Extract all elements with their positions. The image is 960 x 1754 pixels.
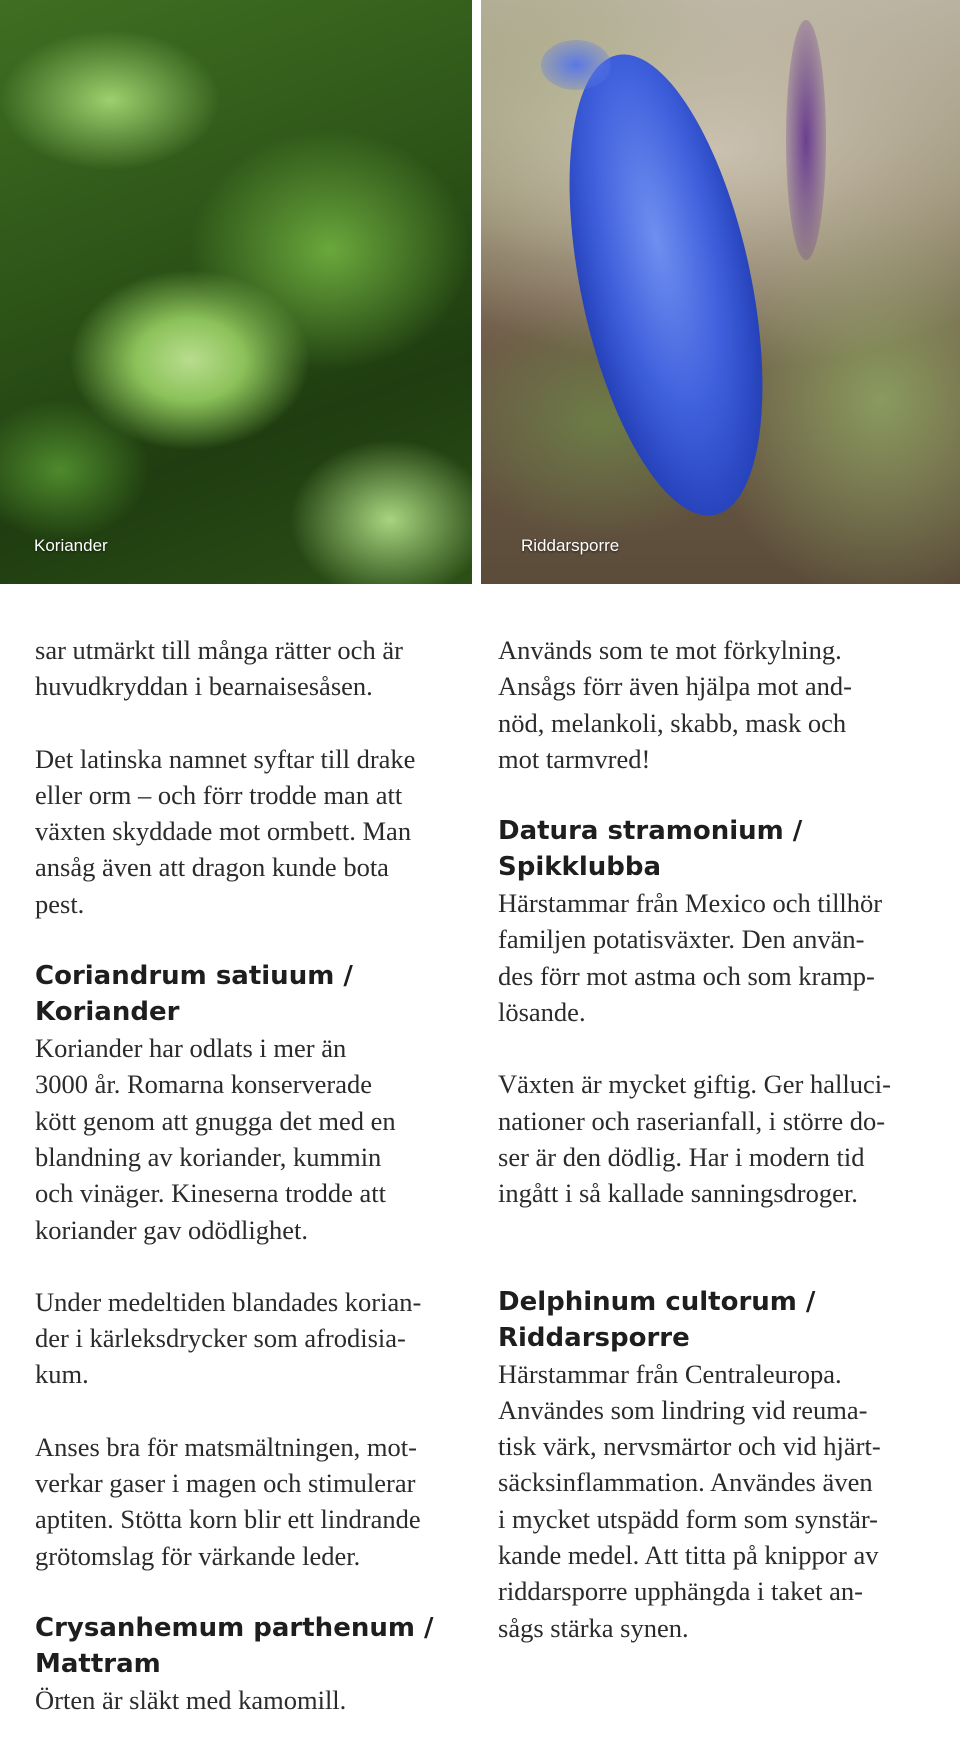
section-heading-coriandrum: Coriandrum satiuum / Koriander bbox=[35, 961, 353, 1028]
photo-caption-koriander: Koriander bbox=[34, 536, 108, 555]
paragraph: Koriander har odlats i mer än 3000 år. Romarna konserverade kött genom att gnugga det med en blandning av koriander, kummin och vinäger. Kineserna trodde att koriander gav odödlighet. bbox=[35, 1033, 396, 1245]
left-text-column bbox=[35, 632, 465, 1754]
paragraph: Används som te mot förkylning. Ansågs förr även hjälpa mot and- nöd, melankoli, skabb, mask och mot tarmvred! bbox=[498, 635, 852, 774]
paragraph: Växten är mycket giftig. Ger halluci- nationer och raserianfall, i större do- ser är den dödlig. Har i modern tid ingått i så kallade sanningsdroger. bbox=[498, 1069, 891, 1209]
delphinium-photo bbox=[481, 0, 960, 584]
paragraph: Härstammar från Mexico och tillhör familjen potatisväxter. Den använ- des förr mot astma och som kramp- lösande. bbox=[498, 888, 883, 1028]
paragraph: sar utmärkt till många rätter och är huvudkryddan i bearnaisesåsen. bbox=[35, 635, 403, 702]
paragraph: Anses bra för matsmältningen, mot- verkar gaser i magen och stimulerar aptiten. Stötta korn blir ett lindrande grötomslag för värkande leder. bbox=[35, 1431, 421, 1571]
section-heading-datura: Datura stramonium / Spikklubba bbox=[498, 816, 803, 883]
section-heading-crysanhemum: Crysanhemum parthenum / Mattram bbox=[35, 1612, 434, 1679]
section-heading-delphinum: Delphinum cultorum / Riddarsporre bbox=[498, 1286, 816, 1353]
paragraph: Under medeltiden blandades korian- der i kärleksdrycker som afrodisia- kum. bbox=[35, 1286, 422, 1390]
right-text-column bbox=[498, 632, 938, 1682]
paragraph: Härstammar från Centraleuropa. Användes som lindring vid reuma- tisk värk, nervsmärtor och vid hjärt- säcksinflammation. Användes även i mycket utspädd form som synstär- kande medel. Att titta på knippor av riddarsporre upphängda i taket an- sågs stärka synen. bbox=[498, 1358, 881, 1643]
photo-caption-riddarsporre: Riddarsporre bbox=[521, 536, 620, 555]
flower-spike-shape bbox=[534, 37, 798, 532]
flower-top-bud bbox=[541, 40, 611, 90]
background-purple-spike bbox=[786, 20, 826, 260]
coriander-photo bbox=[0, 0, 472, 584]
paragraph: Det latinska namnet syftar till drake eller orm – och förr trodde man att växten skyddade mot ormbett. Man ansåg även att dragon kunde bota pest. bbox=[35, 743, 416, 919]
paragraph: Örten är släkt med kamomill. bbox=[35, 1684, 347, 1715]
